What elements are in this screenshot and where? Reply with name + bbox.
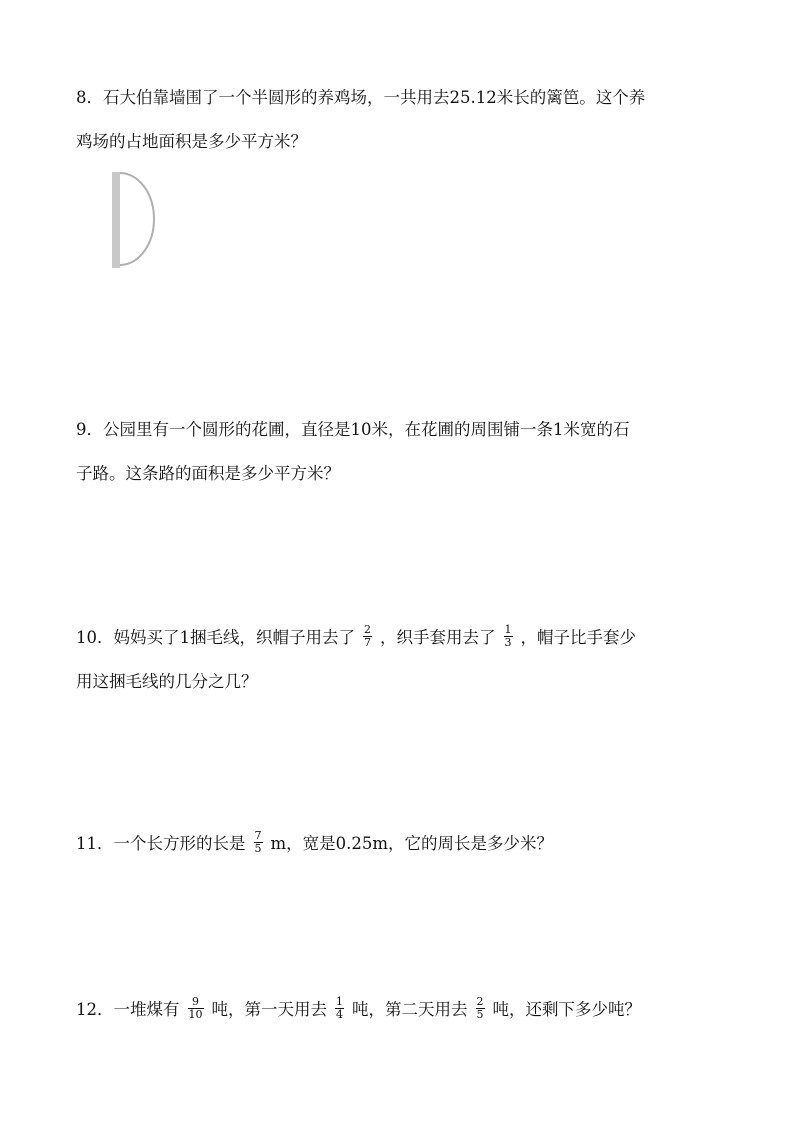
semicircle-wall-figure: [112, 170, 162, 270]
question-12-text-4: 吨，还剩下多少吨？: [492, 1000, 641, 1019]
fraction-2-7: [363, 624, 372, 649]
fraction-1-3: [504, 624, 513, 649]
question-9-line-1: 9．公园里有一个圆形的花圃，直径是10米，在花圃的周围铺一条1米宽的石: [76, 420, 630, 439]
question-11-text-1: 11．一个长方形的长是: [76, 834, 246, 853]
fraction-denominator: 3: [504, 636, 512, 649]
fraction-numerator: 7: [254, 829, 262, 842]
question-11-line-1: [76, 822, 726, 866]
question-10-line-2: 用这捆毛线的几分之几？: [76, 672, 258, 691]
fraction-9-10: [188, 996, 204, 1021]
question-10-text-3: ，帽子比手套少: [520, 628, 636, 647]
question-8-line-2: 鸡场的占地面积是多少平方米？: [76, 132, 307, 151]
fraction-numerator: 1: [504, 623, 512, 636]
fraction-denominator: 5: [254, 842, 262, 855]
wall-shape: [112, 172, 120, 268]
fraction-2-5: [476, 996, 485, 1021]
fraction-numerator: 9: [188, 996, 204, 1009]
fraction-numerator: 2: [364, 623, 371, 636]
question-12-text-1: 12．一堆煤有: [76, 1000, 180, 1019]
question-10-text-1: 10．妈妈买了1捆毛线，织帽子用去了: [76, 628, 355, 647]
semicircle-diagram: [112, 170, 162, 270]
fraction-7-5: [254, 830, 263, 855]
question-12: [76, 988, 726, 1032]
semicircle-arc: [120, 173, 154, 265]
fraction-numerator: 1: [336, 995, 343, 1008]
fraction-numerator: 2: [476, 995, 484, 1008]
fraction-denominator: 10: [188, 1008, 203, 1021]
fraction-denominator: 5: [476, 1008, 484, 1021]
question-12-text-2: 吨，第一天用去: [211, 1000, 327, 1019]
fraction-1-4: [335, 996, 344, 1021]
question-10: [76, 616, 726, 704]
question-9: [76, 408, 726, 496]
question-12-line-1: [76, 988, 726, 1032]
question-10-line-1: [76, 616, 726, 660]
fraction-denominator: 4: [336, 1008, 343, 1021]
question-11: [76, 822, 726, 866]
question-8-line-1: 8．石大伯靠墙围了一个半圆形的养鸡场，一共用去25.12米长的篱笆。这个养: [76, 88, 646, 107]
fraction-denominator: 7: [364, 636, 371, 649]
question-9-line-2: 子路。这条路的面积是多少平方米？: [76, 464, 340, 483]
question-10-text-2: ，织手套用去了: [380, 628, 496, 647]
question-8: [76, 76, 726, 164]
question-12-text-3: 吨，第二天用去: [352, 1000, 468, 1019]
question-11-text-2: m，宽是0.25m，它的周长是多少米？: [270, 834, 554, 853]
